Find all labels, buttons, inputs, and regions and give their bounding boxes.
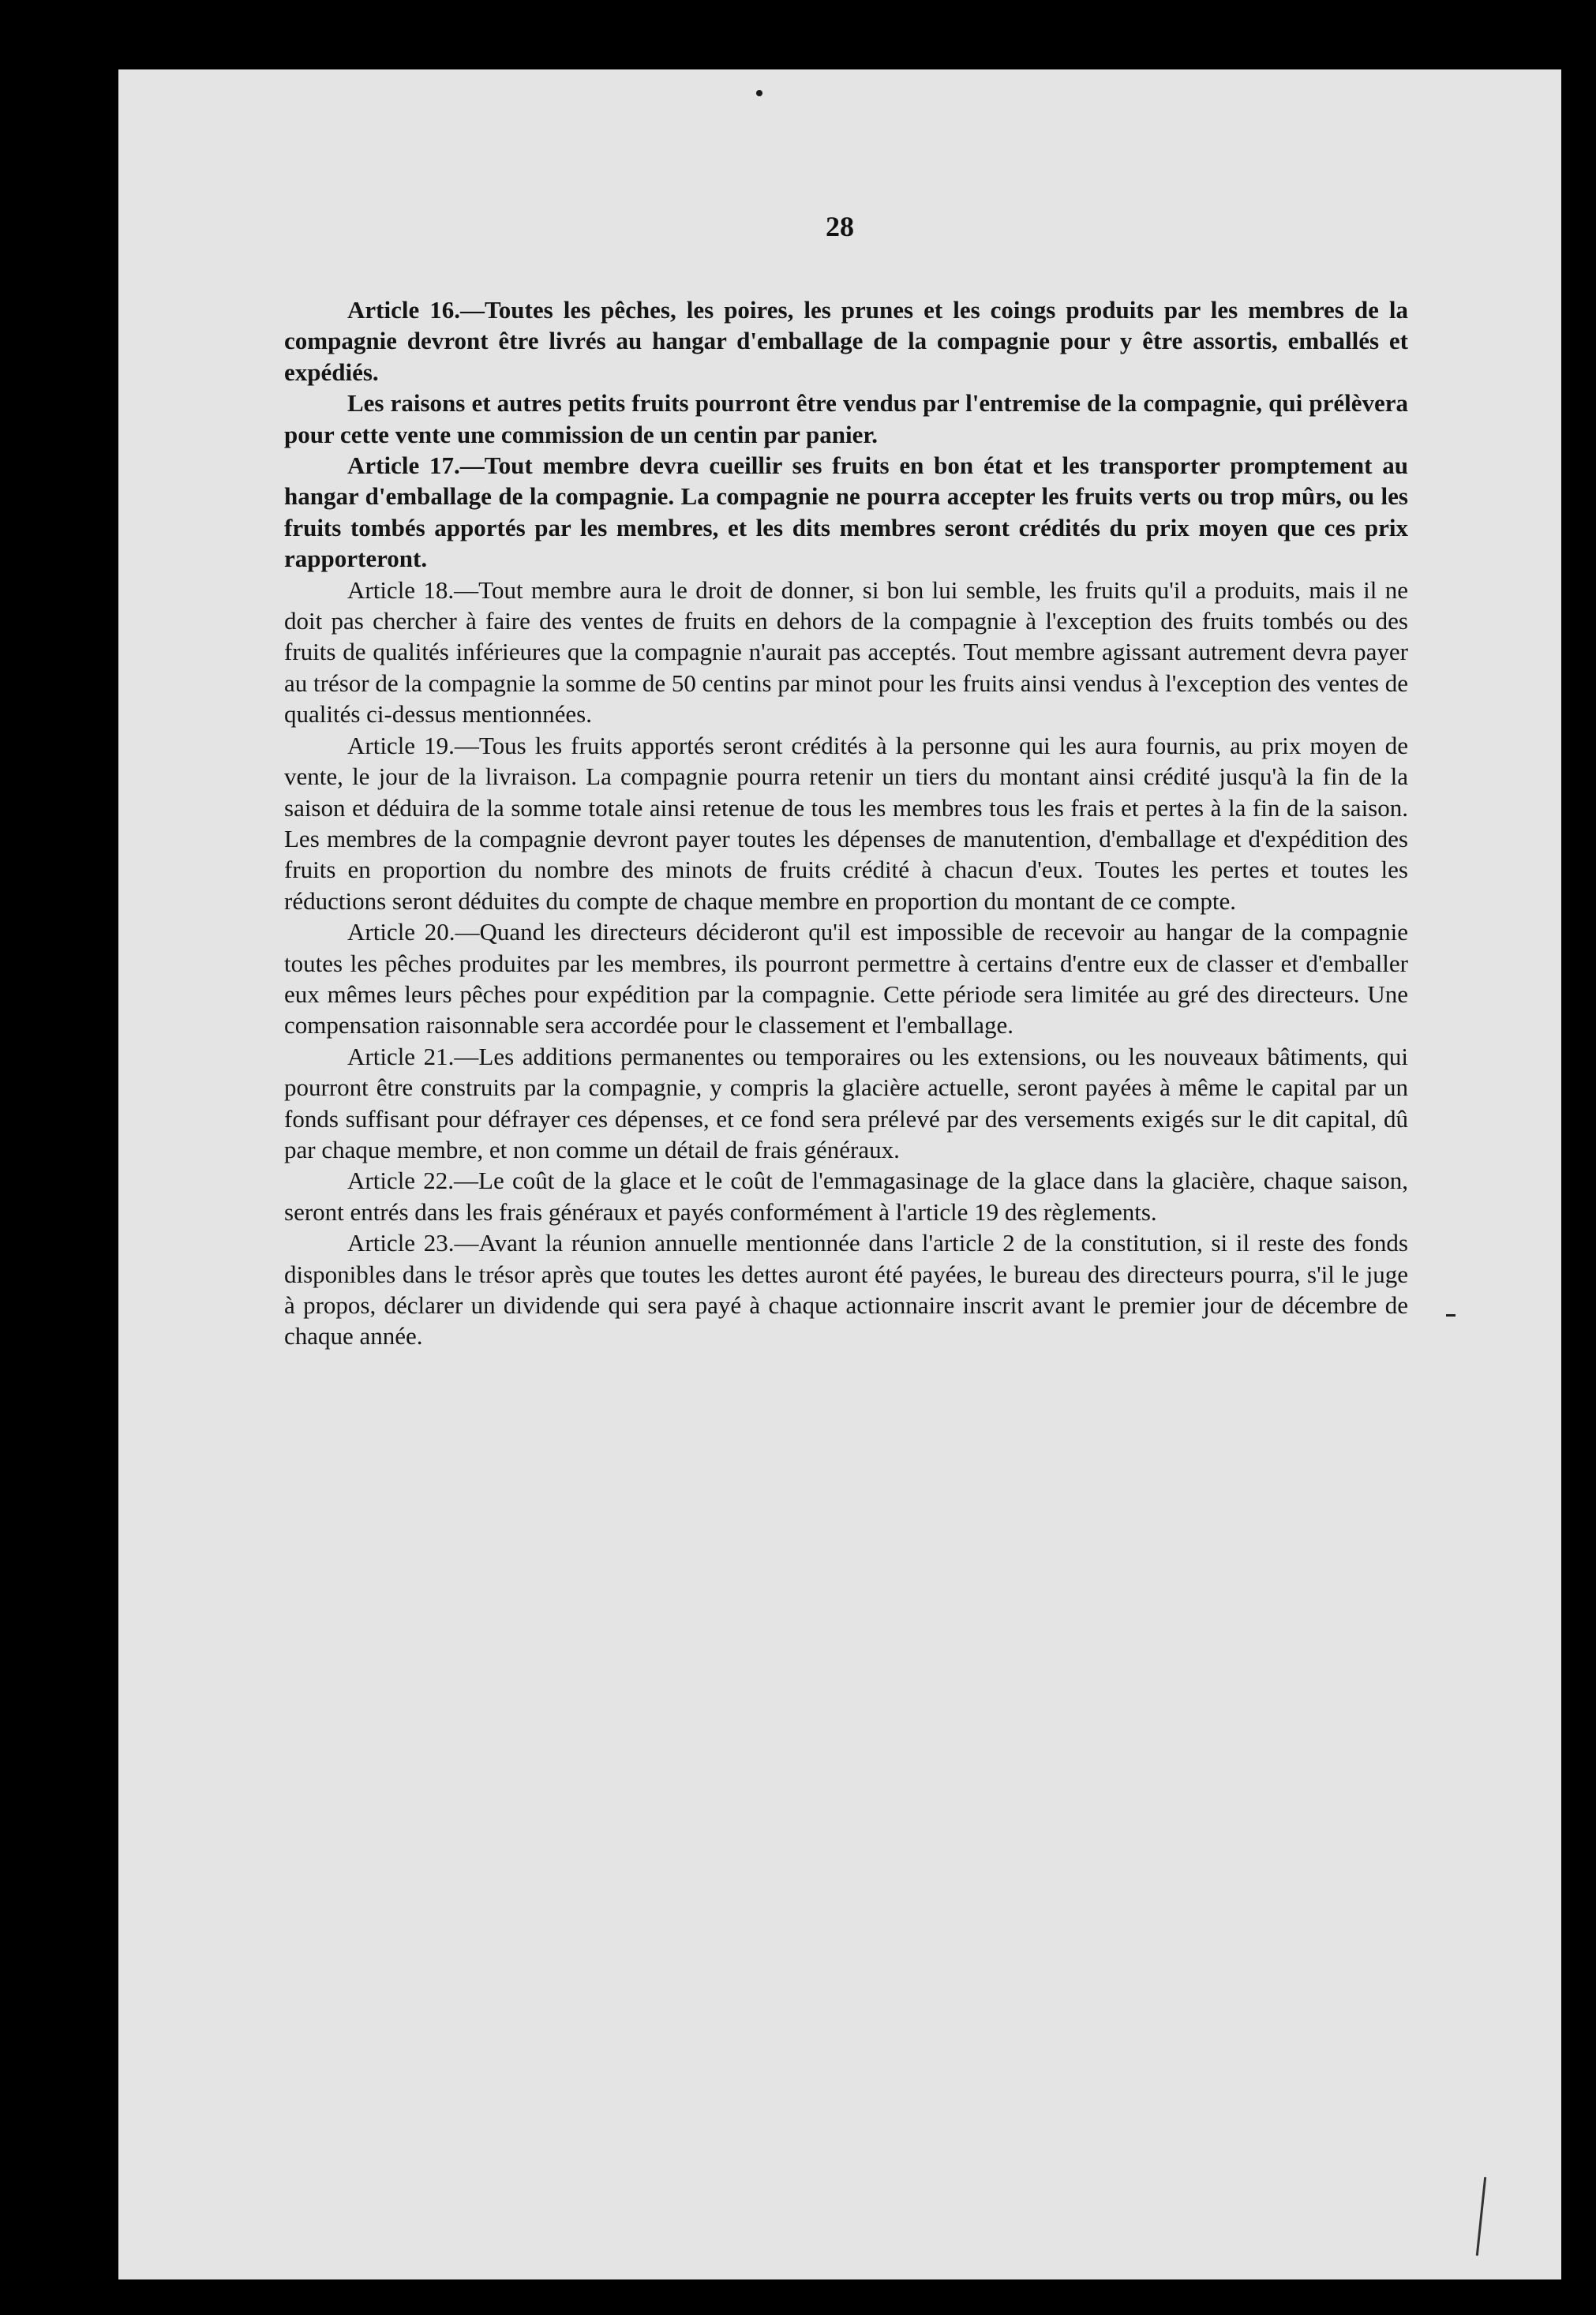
article-21-paragraph: Article 21.—Les additions permanentes ou temporaires ou les extensions, ou les nouveaux bâtiments, qui pourront être construits par la compagnie, y compris la glacière actuelle, seront payées à même le capital par un fonds suffisant pour défrayer ces dépenses, et ce fond sera prélevé par des versements exigés sur le dit capital, dû par chaque membre, et non comme un détail de frais généraux. <box>284 1042 1408 1163</box>
ink-dot <box>756 90 762 96</box>
article-body <box>284 294 1408 1352</box>
document-page <box>118 69 1561 2279</box>
article-16-continuation-paragraph: Les raisons et autres petits fruits pourront être vendus par l'entremise de la compagnie, qui prélèvera pour cette vente une commission de un centin par panier. <box>284 389 1408 448</box>
page-number: 28 <box>826 211 854 242</box>
margin-mark <box>1446 1314 1456 1317</box>
article-19-paragraph: Article 19.—Tous les fruits apportés seront crédités à la personne qui les aura fournis, au prix moyen de vente, le jour de la livraison. La compagnie pourra retenir un tiers du montant ainsi crédité jusqu'à la fin de la saison et déduira de la somme totale ainsi retenue de tous les membres tous les frais et pertes à la fin de la saison. Les membres de la compagnie devront payer toutes les dépenses de manutention, d'emballage et d'expédition des fruits en proportion du nombre des minots de fruits crédité à chacun d'eux. Toutes les pertes et toutes les réductions seront déduites du compte de chaque membre en proportion du montant de ce compte. <box>284 731 1408 915</box>
article-17-paragraph: Article 17.—Tout membre devra cueillir ses fruits en bon état et les transporter promptement au hangar d'emballage de la compagnie. La compagnie ne pourra accepter les fruits verts ou trop mûrs, ou les fruits tombés apportés par les membres, et les dits membres seront crédités du prix moyen que ces prix rapporteront. <box>284 451 1408 573</box>
article-18-paragraph: Article 18.—Tout membre aura le droit de donner, si bon lui semble, les fruits qu'il a produits, mais il ne doit pas chercher à faire des ventes de fruits en dehors de la compagnie à l'exception des fruits tombés ou des fruits de qualités inférieures que la compagnie n'aurait pas acceptés. Tout membre agissant autrement devra payer au trésor de la compagnie la somme de 50 centins par minot pour les fruits ainsi vendus à l'exception des ventes de qualités ci-dessus mentionnées. <box>284 575 1408 729</box>
edge-scratch-mark <box>1476 2177 1486 2256</box>
article-16-paragraph: Article 16.—Toutes les pêches, les poires, les prunes et les coings produits par les membres de la compagnie devront être livrés au hangar d'emballage de la compagnie pour y être assortis, emballés et expédiés. <box>284 296 1408 386</box>
article-23-paragraph: Article 23.—Avant la réunion annuelle mentionnée dans l'article 2 de la constitution, si il reste des fonds disponibles dans le trésor après que toutes les dettes auront été payées, le bureau des directeurs pourra, s'il le juge à propos, déclarer un dividende qui sera payé à chaque actionnaire inscrit avant le premier jour de décembre de chaque année. <box>284 1229 1408 1350</box>
article-20-paragraph: Article 20.—Quand les directeurs décideront qu'il est impossible de recevoir au hangar de la compagnie toutes les pêches produites par les membres, ils pourront permettre à certains d'entre eux de classer et d'emballer eux mêmes leurs pêches pour expédition par la compagnie. Cette période sera limitée au gré des directeurs. Une compensation raisonnable sera accordée pour le classement et l'emballage. <box>284 918 1408 1040</box>
article-22-paragraph: Article 22.—Le coût de la glace et le coût de l'emmagasinage de la glace dans la glacière, chaque saison, seront entrés dans les frais généraux et payés conformément à l'article 19 des règlements. <box>284 1167 1408 1226</box>
